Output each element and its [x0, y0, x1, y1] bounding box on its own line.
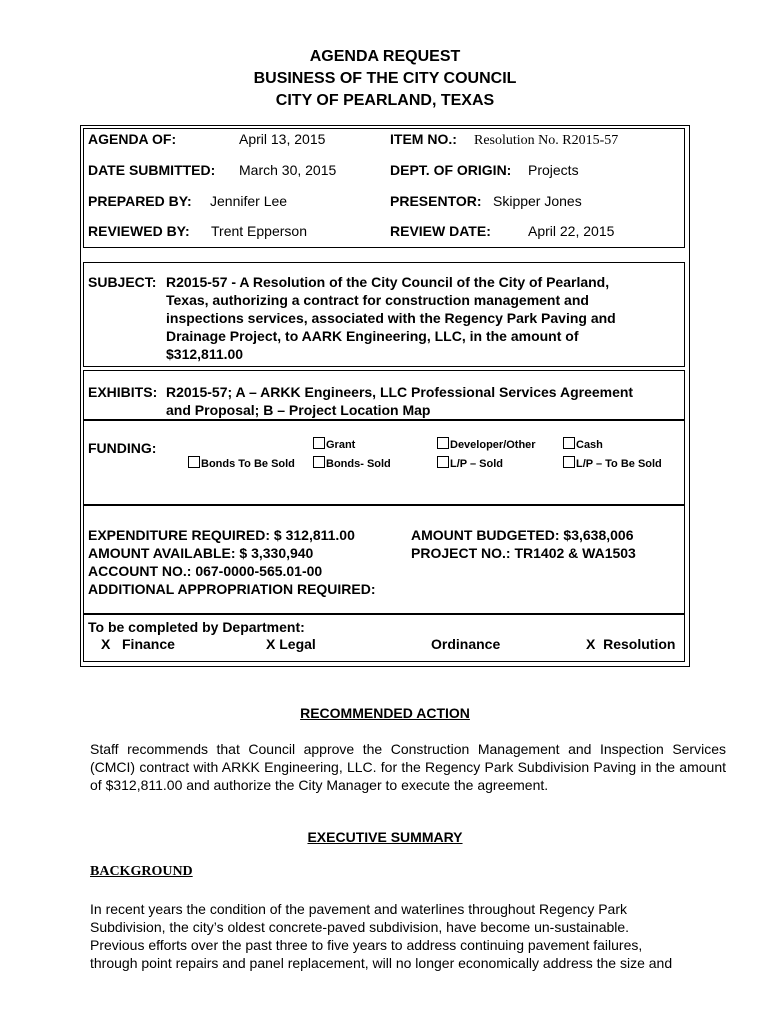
background-line: Subdivision, the city’s oldest concrete-paved subdivision, have become un-sustainable. [90, 919, 630, 935]
bonds-to-be-sold-checkbox[interactable] [188, 456, 200, 468]
cash-label: Cash [576, 439, 603, 451]
funding-bonds-sold-option[interactable] [313, 456, 391, 470]
date-submitted-label: DATE SUBMITTED: [88, 162, 216, 178]
grant-checkbox[interactable] [313, 437, 325, 449]
ordinance-mark: Ordinance [431, 636, 501, 652]
exhibits-label: EXHIBITS: [88, 384, 158, 400]
funding-bonds-to-be-sold-option[interactable] [188, 456, 295, 470]
lp-to-be-sold-label: L/P – To Be Sold [576, 458, 662, 470]
amount-budgeted: AMOUNT BUDGETED: $3,638,006 [411, 527, 634, 543]
completion-heading: To be completed by Department: [88, 619, 305, 635]
review-date-value: April 22, 2015 [528, 223, 615, 239]
background-text [90, 900, 726, 972]
lp-to-be-sold-checkbox[interactable] [563, 456, 575, 468]
funding-developer-option[interactable] [437, 437, 536, 451]
subject-line: Drainage Project, to AARK Engineering, LLC, in the amount of [166, 328, 579, 344]
recommended-text: Staff recommends that Council approve the Construction Management and Inspection Services (CMCI) contract with ARKK Engineering, LLC. for the Regency Park Subdivision Paving in the amount of $312,811.00 and authorize the City Manager to execute the agreement. [90, 741, 726, 793]
subject-line: $312,811.00 [166, 346, 244, 362]
dept-origin-value: Projects [528, 162, 579, 178]
date-submitted-value: March 30, 2015 [239, 162, 337, 178]
background-heading: BACKGROUND [90, 864, 193, 879]
subject-line: inspections services, associated with the Regency Park Paving and [166, 310, 616, 326]
item-no-label: ITEM NO.: [390, 131, 457, 147]
agenda-of-label: AGENDA OF: [88, 131, 177, 147]
header-line-3: CITY OF PEARLAND, TEXAS [275, 92, 495, 109]
presentor-value: Skipper Jones [493, 193, 582, 209]
reviewed-by-label: REVIEWED BY: [88, 223, 190, 239]
account-no: ACCOUNT NO.: 067-0000-565.01-00 [88, 563, 323, 579]
background-line: In recent years the condition of the pavement and waterlines throughout Regency Park [90, 901, 627, 917]
exhibits-text [166, 383, 633, 419]
background-line: through point repairs and panel replacement, will no longer economically address the size and [90, 955, 673, 971]
finance-mark: X Finance [101, 636, 175, 652]
lp-sold-label: L/P – Sold [450, 458, 503, 470]
resolution-mark: X Resolution [586, 636, 676, 652]
recommended-heading: RECOMMENDED ACTION [300, 705, 470, 721]
item-no-value: Resolution No. R2015-57 [474, 133, 619, 148]
bonds-sold-label: Bonds- Sold [326, 458, 391, 470]
background-line: Previous efforts over the past three to five years to address continuing pavement failures, [90, 937, 643, 953]
prepared-by-label: PREPARED BY: [88, 193, 192, 209]
header-line-1: AGENDA REQUEST [309, 48, 461, 65]
subject-text [166, 273, 616, 363]
header-line-2: BUSINESS OF THE CITY COUNCIL [253, 70, 517, 87]
dept-origin-label: DEPT. OF ORIGIN: [390, 162, 512, 178]
project-no: PROJECT NO.: TR1402 & WA1503 [411, 545, 636, 561]
prepared-by-value: Jennifer Lee [210, 193, 288, 209]
amount-available: AMOUNT AVAILABLE: $ 3,330,940 [88, 545, 314, 561]
additional-appropriation: ADDITIONAL APPROPRIATION REQUIRED: [88, 581, 376, 597]
expenditure-right [411, 526, 636, 562]
grant-label: Grant [326, 439, 356, 451]
developer-label: Developer/Other [450, 439, 536, 451]
expenditure-left [88, 526, 376, 598]
bonds-sold-checkbox[interactable] [313, 456, 325, 468]
presentor-label: PRESENTOR: [390, 193, 482, 209]
exhibits-line: and Proposal; B – Project Location Map [166, 402, 431, 418]
funding-lp-to-be-sold-option[interactable] [563, 456, 662, 470]
subject-label: SUBJECT: [88, 274, 157, 290]
developer-checkbox[interactable] [437, 437, 449, 449]
bonds-to-be-sold-label: Bonds To Be Sold [201, 458, 295, 470]
review-date-label: REVIEW DATE: [390, 223, 491, 239]
exhibits-line: R2015-57; A – ARKK Engineers, LLC Professional Services Agreement [166, 384, 634, 400]
subject-line: R2015-57 - A Resolution of the City Council of the City of Pearland, [166, 274, 610, 290]
cash-checkbox[interactable] [563, 437, 575, 449]
funding-label: FUNDING: [88, 440, 157, 456]
legal-mark: X Legal [266, 636, 316, 652]
subject-line: Texas, authorizing a contract for construction management and [166, 292, 589, 308]
funding-grant-option[interactable] [313, 437, 355, 451]
funding-lp-sold-option[interactable] [437, 456, 503, 470]
reviewed-by-value: Trent Epperson [211, 223, 307, 239]
lp-sold-checkbox[interactable] [437, 456, 449, 468]
expenditure-required: EXPENDITURE REQUIRED: $ 312,811.00 [88, 527, 355, 543]
funding-cash-option[interactable] [563, 437, 603, 451]
agenda-of-value: April 13, 2015 [239, 131, 326, 147]
executive-summary-heading: EXECUTIVE SUMMARY [307, 829, 463, 845]
